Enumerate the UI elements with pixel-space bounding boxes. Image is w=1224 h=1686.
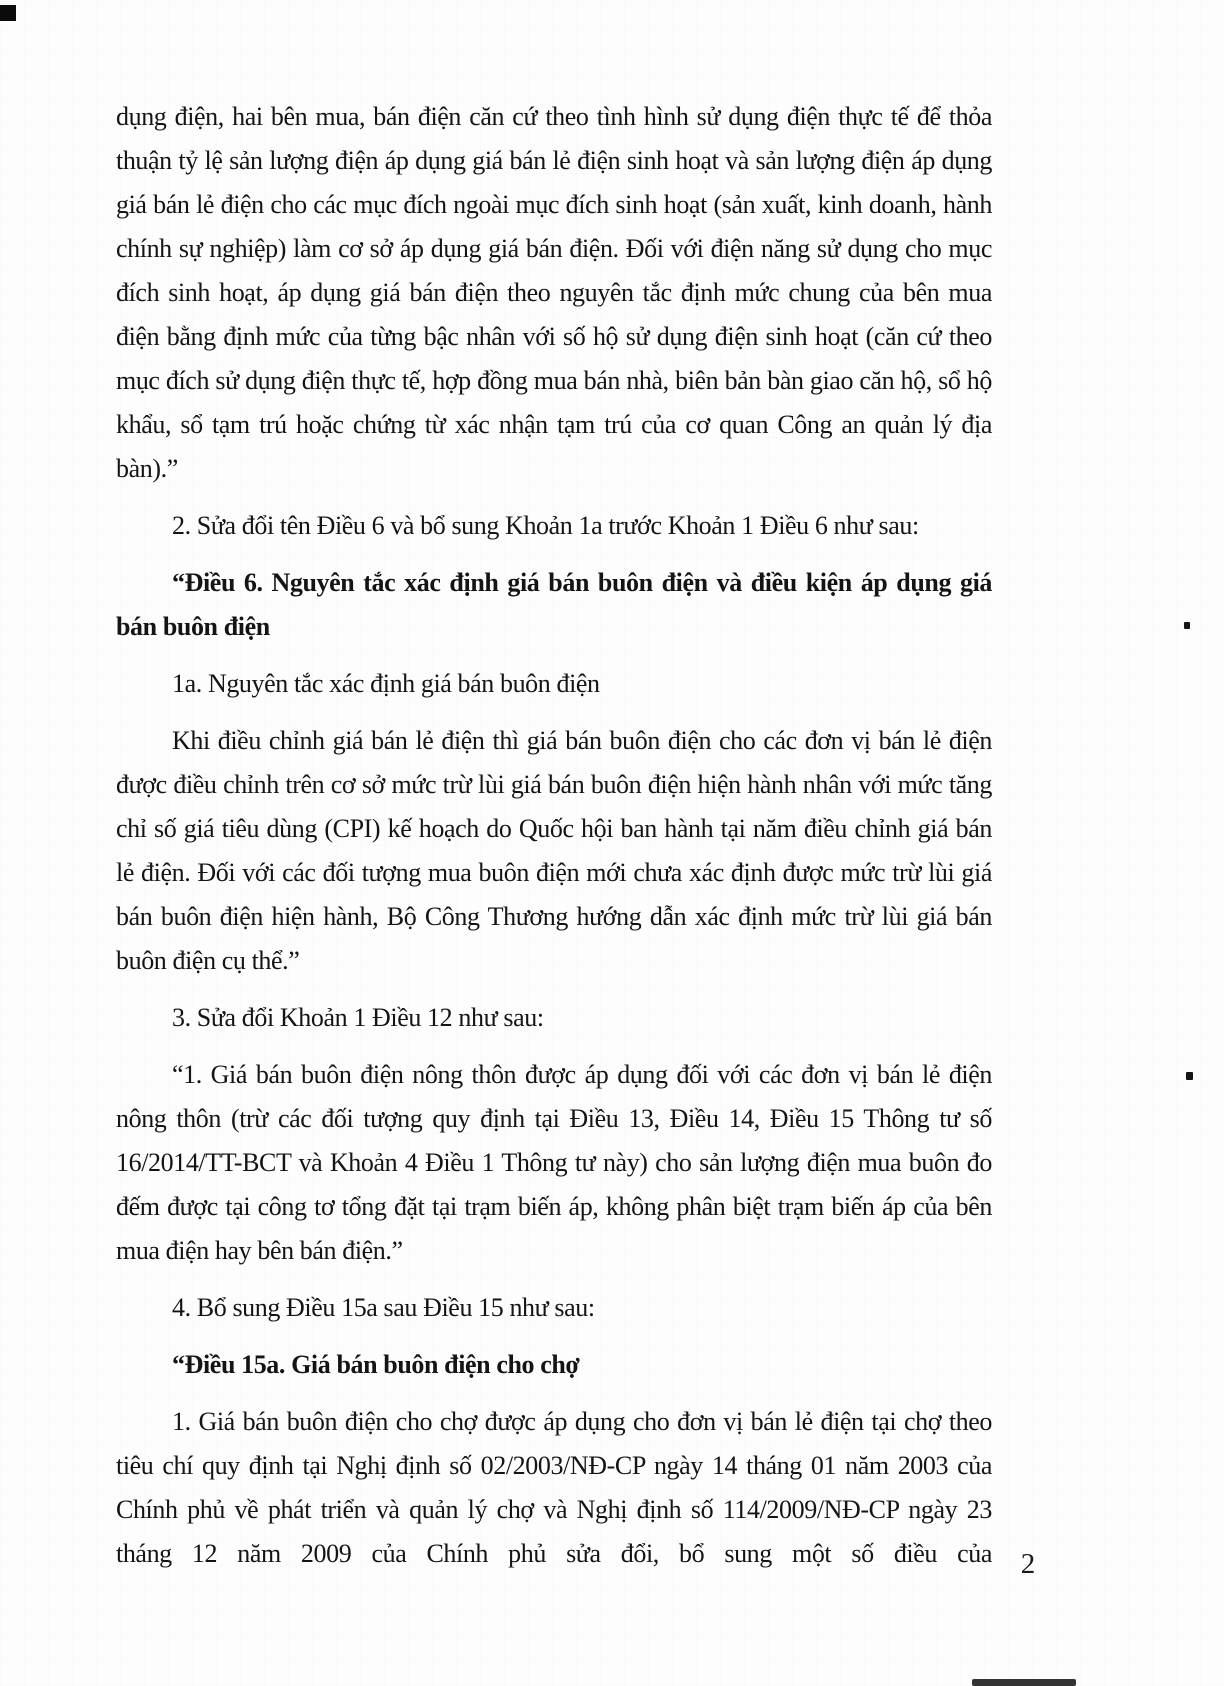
page-number: 2	[1020, 1548, 1036, 1580]
ink-speck	[1184, 622, 1190, 629]
paragraph-item-4: 4. Bổ sung Điều 15a sau Điều 15 như sau:	[172, 1293, 595, 1322]
paragraph-khoan-1-dieu-12: “1. Giá bán buôn điện nông thôn được áp dụng đối với các đơn vị bán lẻ điện nông thôn (trừ các đối tượng quy định tại Điều 13, Điều 14, Điều 15 Thông tư số 16/2014/TT-BCT và Khoản 4 Điều 1 Thông tư này) cho sản lượng điện mua buôn đo đếm được tại công tơ tổng đặt tại trạm biến áp, không phân biệt trạm biến áp của bên mua điện hay bên bán điện.”	[116, 1060, 992, 1265]
paragraph-item-3: 3. Sửa đổi Khoản 1 Điều 12 như sau:	[172, 1003, 544, 1032]
paragraph-clause-1a: 1a. Nguyên tắc xác định giá bán buôn điện	[172, 669, 600, 698]
paragraph-clause-1a-body: Khi điều chỉnh giá bán lẻ điện thì giá bán buôn điện cho các đơn vị bán lẻ điện được điều chỉnh trên cơ sở mức trừ lùi giá bán buôn điện hiện hành nhân với mức tăng chỉ số giá tiêu dùng (CPI) kế hoạch do Quốc hội ban hành tại năm điều chỉnh giá bán lẻ điện. Đối với các đối tượng mua buôn điện mới chưa xác định được mức trừ lùi giá bán buôn điện hiện hành, Bộ Công Thương hướng dẫn xác định mức trừ lùi giá bán buôn điện cụ thể.”	[116, 726, 992, 975]
ink-speck	[1186, 1072, 1193, 1080]
scan-artifact-bottom-edge-mark	[972, 1679, 1076, 1686]
scan-artifact-top-left-mark	[0, 5, 16, 21]
document-body	[116, 95, 992, 1589]
paragraph-continuation: dụng điện, hai bên mua, bán điện căn cứ theo tình hình sử dụng điện thực tế để thỏa thuận tỷ lệ sản lượng điện áp dụng giá bán lẻ điện sinh hoạt và sản lượng điện áp dụng giá bán lẻ điện cho các mục đích ngoài mục đích sinh hoạt (sản xuất, kinh doanh, hành chính sự nghiệp) làm cơ sở áp dụng giá bán điện. Đối với điện năng sử dụng cho mục đích sinh hoạt, áp dụng giá bán điện theo nguyên tắc định mức chung của bên mua điện bằng định mức của từng bậc nhân với số hộ sử dụng điện sinh hoạt (căn cứ theo mục đích sử dụng điện thực tế, hợp đồng mua bán nhà, biên bản bàn giao căn hộ, sổ hộ khẩu, sổ tạm trú hoặc chứng từ xác nhận tạm trú của cơ quan Công an quản lý địa bàn).”	[116, 102, 992, 483]
paragraph-item-2: 2. Sửa đổi tên Điều 6 và bổ sung Khoản 1a trước Khoản 1 Điều 6 như sau:	[172, 511, 919, 540]
heading-dieu-15a: “Điều 15a. Giá bán buôn điện cho chợ	[172, 1350, 580, 1379]
paragraph-dieu-15a-body: 1. Giá bán buôn điện cho chợ được áp dụng cho đơn vị bán lẻ điện tại chợ theo tiêu chí quy định tại Nghị định số 02/2003/NĐ-CP ngày 14 tháng 01 năm 2003 của Chính phủ về phát triển và quản lý chợ và Nghị định số 114/2009/NĐ-CP ngày 23 tháng 12 năm 2009 của Chính phủ sửa đổi, bổ sung một số điều của	[116, 1407, 992, 1568]
heading-dieu-6: “Điều 6. Nguyên tắc xác định giá bán buôn điện và điều kiện áp dụng giá bán buôn điện	[116, 568, 992, 641]
